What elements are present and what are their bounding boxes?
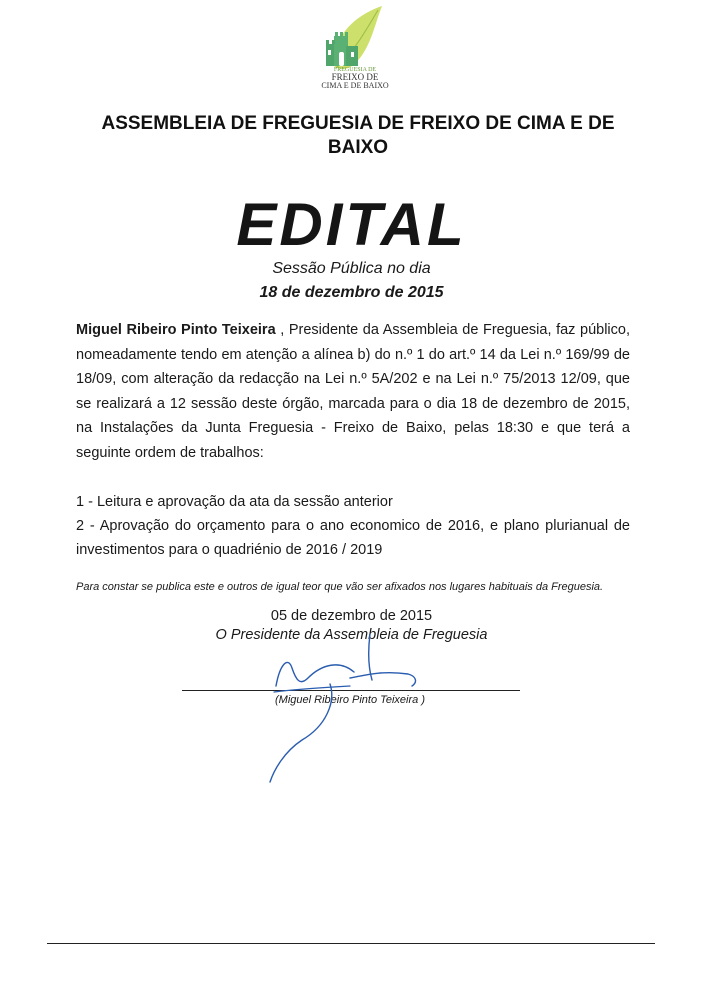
posting-note: Para constar se publica este e outros de igual teor que vão ser afixados nos lugares habituais da Freguesia. [76, 581, 604, 593]
signer-name: (Miguel Ribeiro Pinto Teixeira ) [275, 694, 425, 706]
document-title: EDITAL [236, 191, 467, 258]
announcement-body [76, 318, 630, 465]
assembly-heading: ASSEMBLEIA DE FREGUESIA DE FREIXO DE CIMA E DE BAIXO [101, 113, 615, 158]
agenda-item: 2 - Aprovação do orçamento para o ano economico de 2016, e plano plurianual de investimentos para o quadriénio de 2016 / 2019 [76, 518, 630, 558]
session-subtitle: Sessão Pública no dia [272, 260, 431, 277]
signer-role: O Presidente da Assembleia de Freguesia [215, 627, 488, 643]
president-name: Miguel Ribeiro Pinto Teixeira [76, 322, 276, 338]
logo-text-line2: FREIXO DE [331, 72, 379, 82]
announcement-text: , Presidente da Assembleia de Freguesia, faz público, nomeadamente tendo em atenção a alínea b) do n.º 1 do art.º 14 da Lei n.º 169/99 de 18/09, com alteração da redacção na Lei n.º 5A/202 e na Lei n.º 75/2013 12/09, que se realizará a 12 sessão deste órgão, marcada para o dia 18 de dezembro de 2015, na Instalações da Junta Freguesia - Freixo de Baixo, pelas 18:30 e que terá a seguinte ordem de trabalhos: [76, 322, 630, 461]
signing-date: 05 de dezembro de 2015 [270, 608, 433, 624]
agenda-list [76, 490, 630, 562]
handwritten-signature [230, 630, 460, 790]
logo-text-line3: CIMA E DE BAIXO [321, 81, 389, 90]
agenda-item: 1 - Leitura e aprovação da ata da sessão anterior [76, 494, 393, 510]
logo-text-line1: FREGUESIA DE [333, 67, 377, 73]
session-date: 18 de dezembro de 2015 [259, 284, 444, 301]
footer-divider [47, 943, 655, 944]
